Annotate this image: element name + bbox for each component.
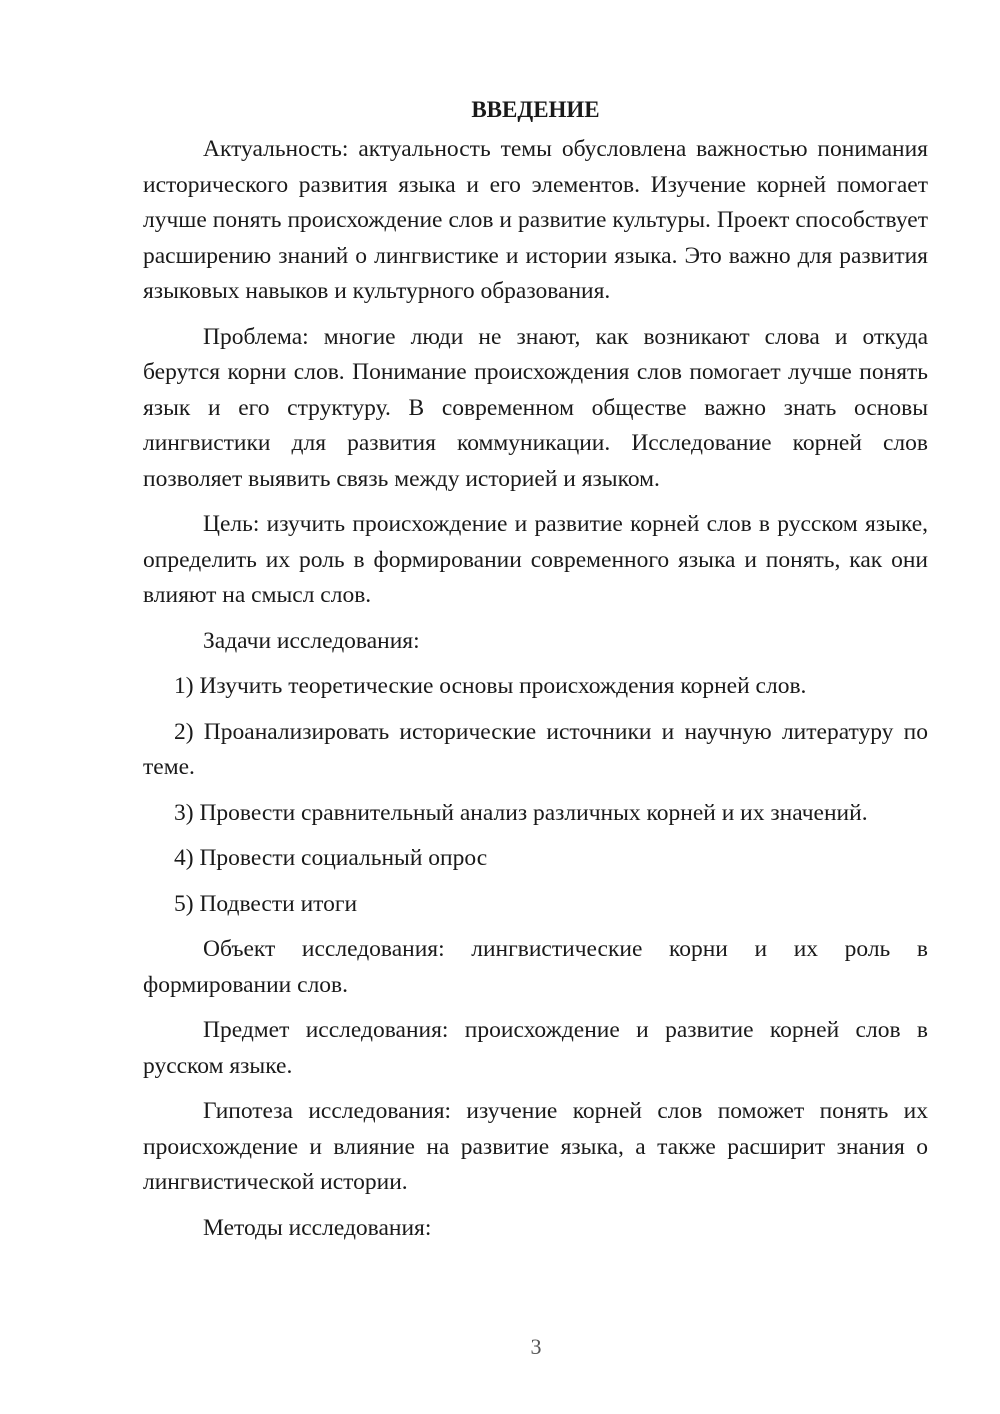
paragraph-methods-heading: Методы исследования: bbox=[203, 1214, 432, 1241]
task-item: 1) Изучить теоретические основы происхождения корней слов. bbox=[174, 673, 807, 699]
paragraph-tasks-heading: Задачи исследования: bbox=[203, 627, 420, 654]
paragraph-object: Объект исследования: лингвистические корни и их роль в формировании слов. bbox=[143, 936, 928, 998]
document-page bbox=[143, 92, 928, 1256]
task-item: 5) Подвести итоги bbox=[174, 890, 358, 917]
paragraph-hypothesis: Гипотеза исследования: изучение корней слов поможет понять их происхождение и влияние на развитие языка, а также расширит знания о лингвистической истории. bbox=[143, 1098, 928, 1195]
section-title: ВВЕДЕНИЕ bbox=[471, 97, 600, 122]
paragraph-subject: Предмет исследования: происхождение и развитие корней слов в русском языке. bbox=[143, 1017, 928, 1079]
task-item: 2) Проанализировать исторические источники и научную литературу по теме. bbox=[143, 718, 928, 780]
page-number: 3 bbox=[530, 1334, 542, 1359]
paragraph-goal: Цель: изучить происхождение и развитие корней слов в русском языке, определить их роль в формировании современного языка и понять, как они влияют на смысл слов. bbox=[143, 511, 928, 608]
paragraph-relevance: Актуальность: актуальность темы обусловлена важностью понимания исторического развития языка и его элементов. Изучение корней помогает лучше понять происхождение слов и развитие культуры. Проект способствует расширению знаний о лингвистике и истории языка. Это важно для развития языковых навыков и культурного образования. bbox=[143, 136, 928, 304]
task-item: 4) Провести социальный опрос bbox=[174, 845, 488, 871]
paragraph-problem: Проблема: многие люди не знают, как возникают слова и откуда берутся корни слов. Понимание происхождения слов помогает лучше понять язык и его структуру. В современном обществе важно знать основы лингвистики для развития коммуникации. Исследование корней слов позволяет выявить связь между историей и языком. bbox=[143, 323, 928, 492]
task-item: 3) Провести сравнительный анализ различных корней и их значений. bbox=[174, 799, 868, 826]
